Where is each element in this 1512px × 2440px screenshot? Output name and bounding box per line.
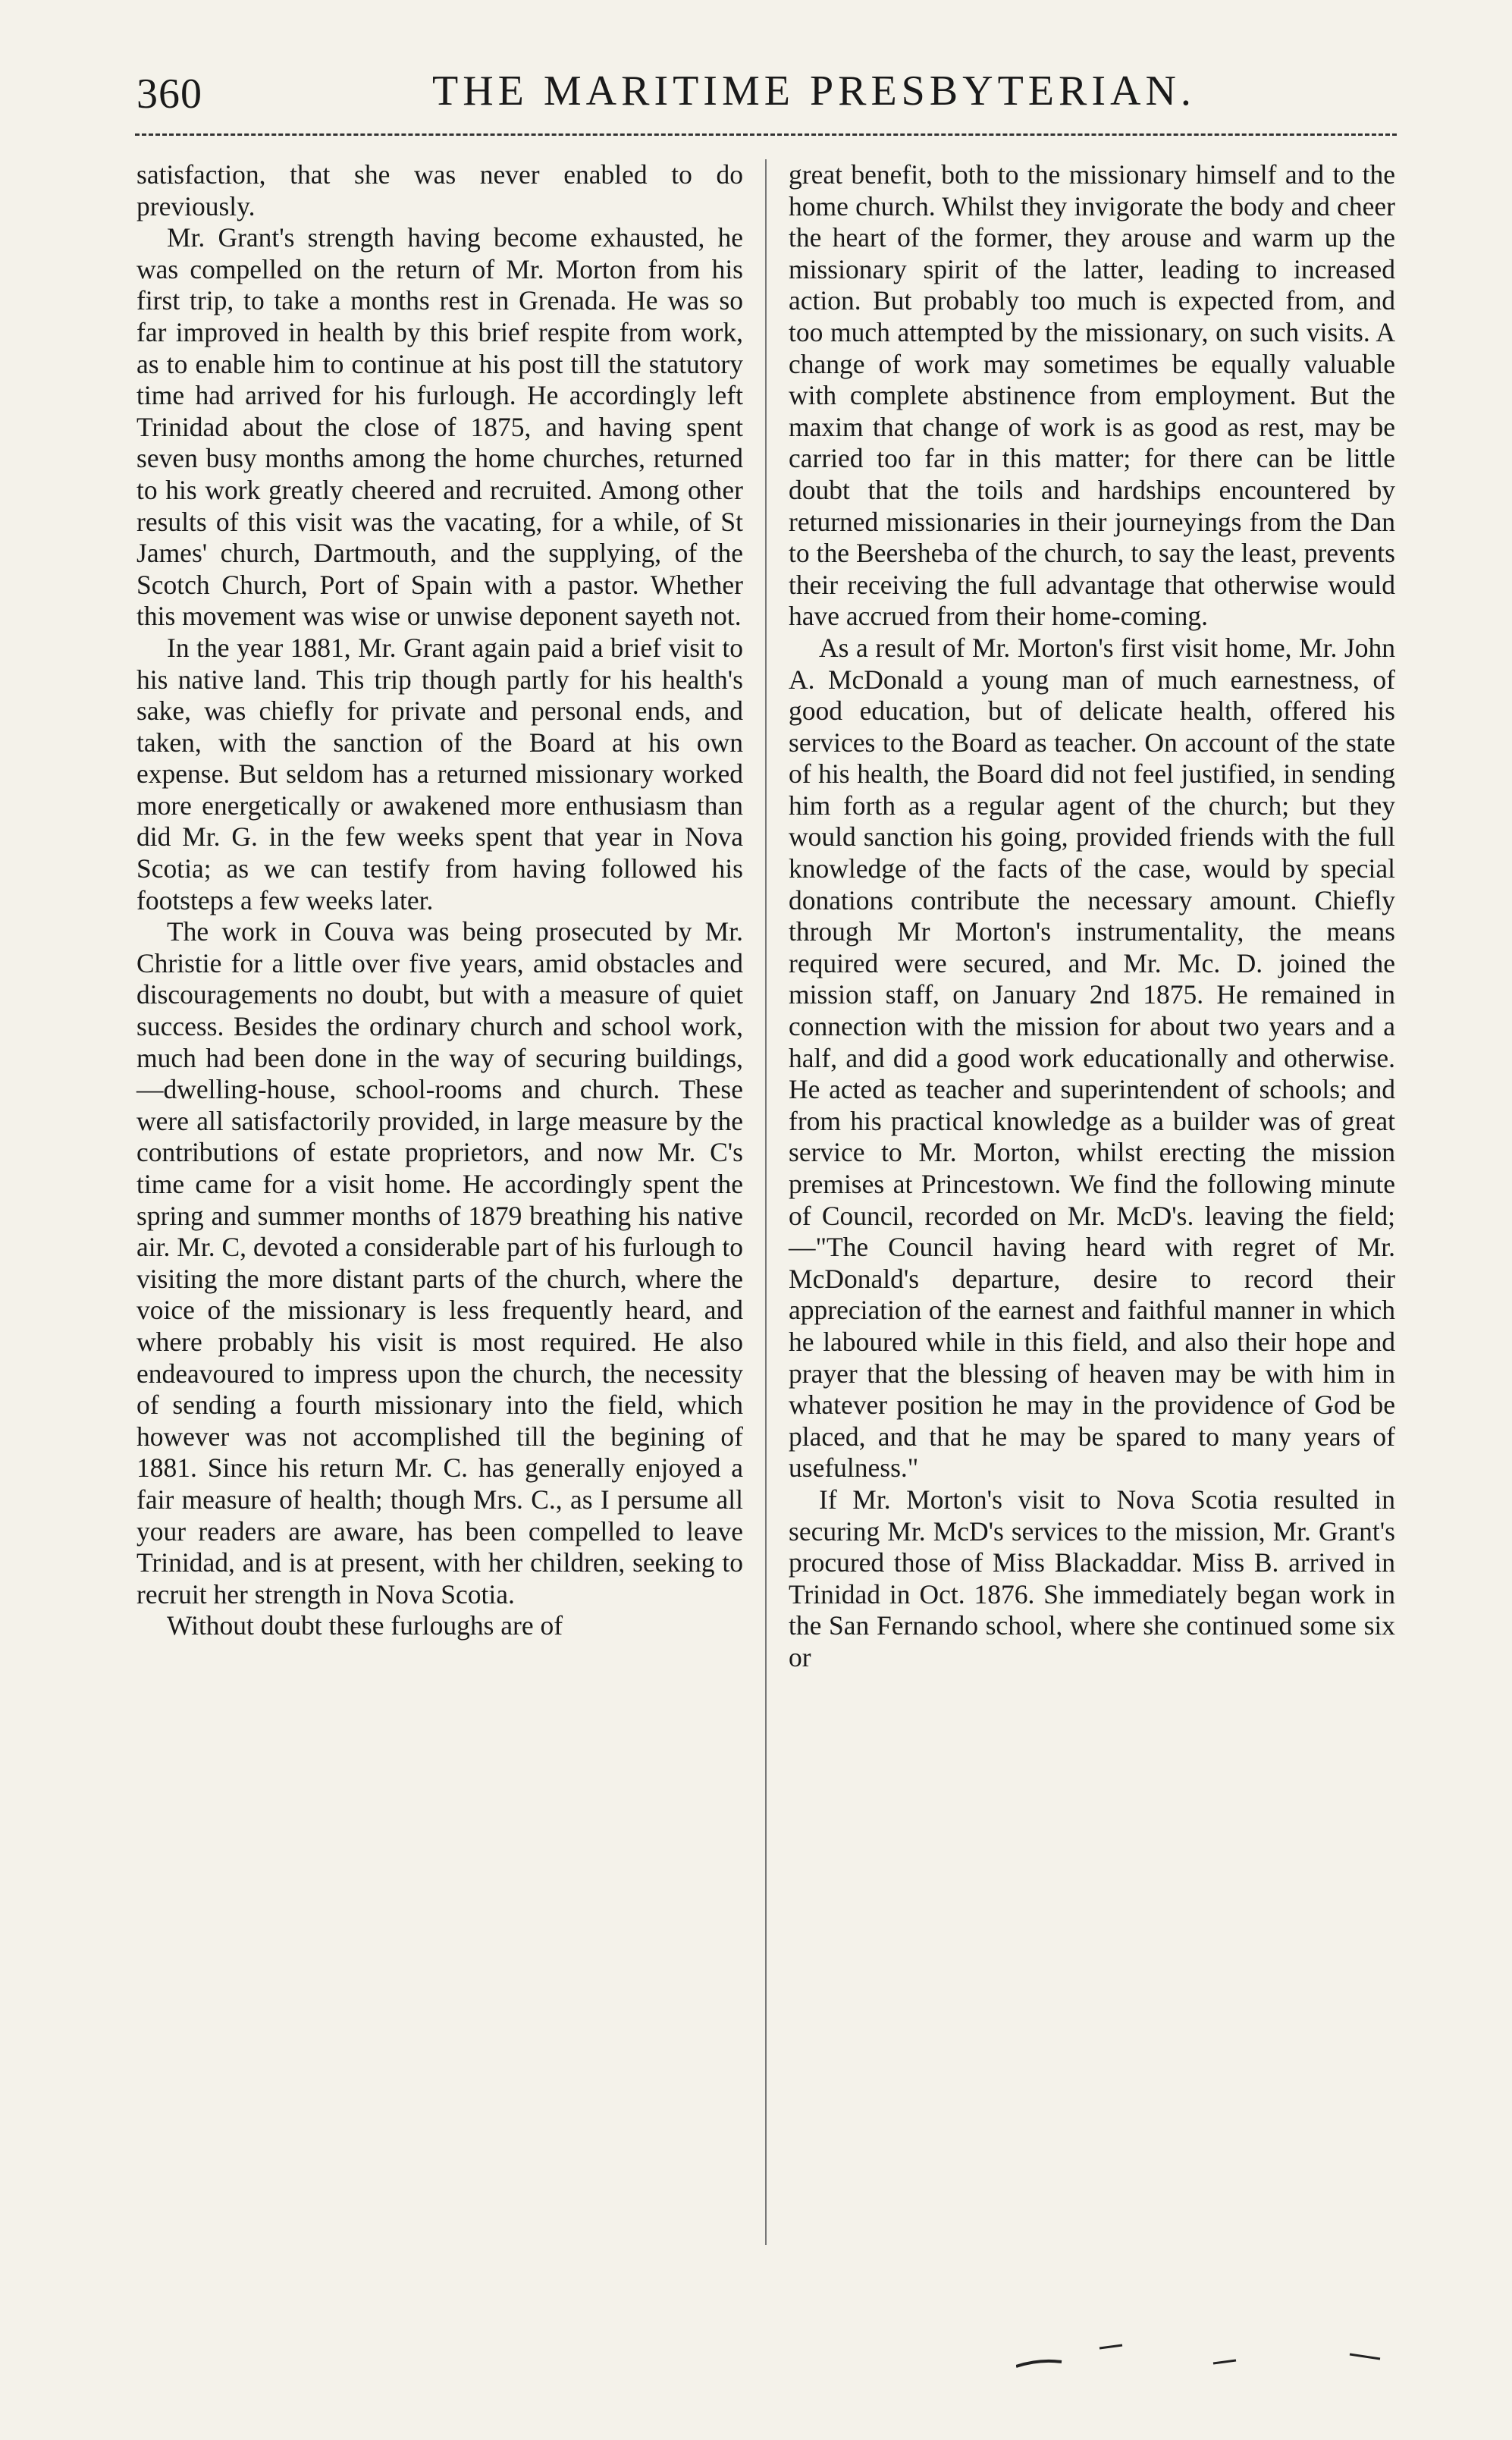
paragraph: If Mr. Morton's visit to Nova Scotia resulted in securing Mr. McD's services to the mission, Mr. Grant's procured those of Miss Blackaddar. Miss B. arrived in Trinidad in Oct. 1876. She immediately began work in the San Fernando school, where she continued some six or [789,1484,1395,1672]
header-rule [135,133,1397,136]
paragraph: In the year 1881, Mr. Grant again paid a brief visit to his native land. This trip though partly for his health's sake, was chiefly for private and personal ends, and taken, with the sanction of the Board at his own expense. But seldom has a returned missionary worked more energetically or awakened more enthusiasm than did Mr. G. in the few weeks spent that year in Nova Scotia; as we can testify from having followed his footsteps a few weeks later. [136,632,743,915]
running-title: THE MARITIME PRESBYTERIAN. [432,68,1196,115]
paragraph: The work in Couva was being prosecuted by Mr. Christie for a little over five years, amid obstacles and discouragements no doubt, but with a measure of quiet success. Besides the ordinary church and school work, much had been done in the way of securing buildings,—dwelling-house, school-rooms and church. These were all satisfactorily provided, in large measure by the contributions of estate proprietors, and now Mr. C's time came for a visit home. He accordingly spent the spring and summer months of 1879 breathing his native air. Mr. C, devoted a considerable part of his furlough to visiting the more distant parts of the church, where the voice of the missionary is less frequently heard, and where probably his visit is most required. He also endeavoured to impress upon the church, the necessity of sending a fourth missionary into the field, which however was not accomplished till the begining of 1881. Since his return Mr. C. has generally enjoyed a fair measure of health; though Mrs. C., as I persume all your readers are aware, has been compelled to leave Trinidad, and is at present, with her children, seeking to recruit her strength in Nova Scotia. [136,916,743,1609]
paragraph: satisfaction, that she was never enabled to do previously. [136,159,743,221]
page-header [136,67,1395,135]
scan-specks [1016,2336,1395,2382]
right-column [789,159,1395,1674]
paragraph: Mr. Grant's strength having become exhausted, he was compelled on the return of Mr. Morton from his first trip, to take a months rest in Grenada. He was so far improved in health by this brief respite from work, as to enable him to continue at his post till the statutory time had arrived for his furlough. He accordingly left Trinidad about the close of 1875, and having spent seven busy months among the home churches, returned to his work greatly cheered and recruited. Among other results of this visit was the vacating, for a while, of St James' church, Dartmouth, and the supplying, of the Scotch Church, Port of Spain with a pastor. Whether this movement was wise or unwise deponent sayeth not. [136,222,743,632]
left-column [136,159,743,1642]
paragraph: Without doubt these furloughs are of [167,1610,563,1641]
page-number: 360 [136,71,202,118]
paragraph: great benefit, both to the missionary himself and to the home church. Whilst they invigorate the body and cheer the heart of the former, they arouse and warm up the missionary spirit of the latter, leading to increased action. But probably too much is expected from, and too much attempted by the missionary, on such visits. A change of work may sometimes be equally valuable with complete abstinence from employment. But the maxim that change of work is as good as rest, may be carried too far in this matter; for there can be little doubt that the toils and hardships encountered by returned missionaries in their journeyings from the Dan to the Beersheba of the church, to say the least, prevents their receiving the full advantage that otherwise would have accrued from their home-coming. [789,159,1395,632]
column-divider [765,159,767,2245]
paragraph: As a result of Mr. Morton's first visit home, Mr. John A. McDonald a young man of much earnestness, of good education, but of delicate health, offered his services to the Board as teacher. On account of the state of his health, the Board did not feel justified, in sending him forth as a regular agent of the church; but they would sanction his going, provided friends with the full knowledge of the facts of the case, would by special donations contribute the necessary amount. Chiefly through Mr Morton's instrumentality, the means required were secured, and Mr. Mc. D. joined the mission staff, on January 2nd 1875. He remained in connection with the mission for about two years and a half, and did a good work educationally and otherwise. He acted as teacher and superintendent of schools; and from his practical knowledge as a builder was of great service to Mr. Morton, whilst erecting the mission premises at Princestown. We find the following minute of Council, recorded on Mr. McD's. leaving the field;—"The Council having heard with regret of Mr. McDonald's departure, desire to record their appreciation of the earnest and faithful manner in which he laboured while in this field, and also their hope and prayer that the blessing of heaven may be with him in whatever position he may in the providence of God be placed, and that he may be spared to many years of usefulness." [789,632,1395,1484]
